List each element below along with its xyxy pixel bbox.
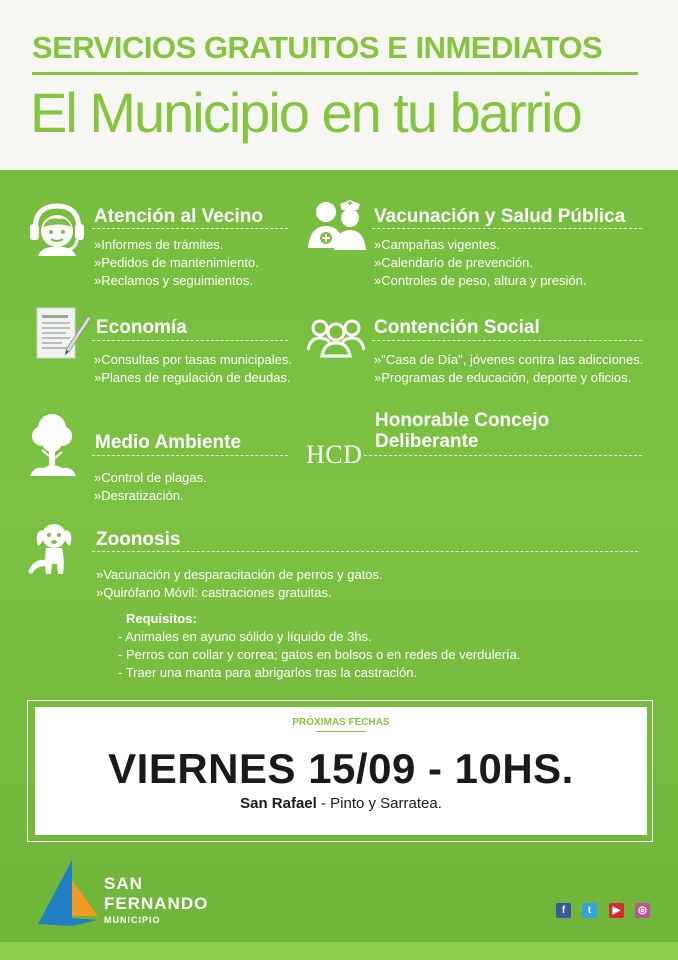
dog-icon (24, 522, 78, 578)
logo-text-municipio: MUNICIPIO (104, 915, 161, 925)
youtube-icon[interactable]: ▶ (609, 903, 624, 918)
section-items-contencion (374, 351, 643, 387)
section-divider (372, 340, 642, 341)
list-item: »Pedidos de mantenimiento. (94, 255, 259, 270)
list-item: »Informes de trámites. (94, 237, 224, 252)
list-item: »Quirófano Móvil: castraciones gratuitas. (96, 585, 332, 600)
next-date-location: San Rafael - Pinto y Sarratea. (240, 795, 442, 812)
tree-icon (28, 410, 78, 480)
list-item: »Calendario de prevención. (374, 255, 533, 270)
header-subtitle: El Municipio en tu barrio (30, 81, 581, 144)
twitter-icon[interactable]: t (582, 903, 597, 918)
section-title-atencion: Atención al Vecino (94, 206, 263, 227)
section-divider (372, 228, 642, 229)
section-title-zoonosis: Zoonosis (96, 529, 181, 550)
list-item: »Planes de regulación de deudas. (94, 370, 291, 385)
list-item: »Desratización. (94, 488, 184, 503)
instagram-icon[interactable]: ◎ (635, 903, 650, 918)
list-item: »Consultas por tasas municipales. (94, 352, 292, 367)
section-title-economia: Economía (96, 317, 187, 338)
section-divider (92, 340, 288, 341)
document-pen-icon (36, 306, 92, 362)
section-title-medio: Medio Ambiente (95, 432, 242, 453)
next-dates-box (35, 707, 647, 835)
requirement-item: - Perros con collar y correa; gatos en bolsos o en redes de verdulería. (118, 647, 521, 662)
next-dates-label: PRÓXIMAS FECHAS (292, 717, 390, 728)
header-title: SERVICIOS GRATUITOS E INMEDIATOS (32, 30, 603, 65)
list-item: »Control de plagas. (94, 470, 207, 485)
san-fernando-logo-icon (36, 858, 100, 928)
requirement-item: - Traer una manta para abrigarlos tras la castración. (118, 665, 418, 680)
list-item: »Controles de peso, altura y presión. (374, 273, 587, 288)
facebook-icon[interactable]: f (556, 903, 571, 918)
list-item: »Programas de educación, deporte y oficios. (374, 370, 632, 385)
section-items-medio (94, 469, 207, 505)
section-items-atencion (94, 236, 259, 290)
section-title-contencion: Contención Social (374, 317, 540, 338)
section-title-hcd: Honorable Concejo Deliberante (375, 410, 550, 452)
header-divider (32, 72, 638, 75)
logo-text-san: SAN (104, 874, 143, 893)
doctor-nurse-icon (306, 198, 368, 254)
requirements-title: Requisitos: (126, 611, 197, 626)
next-dates-underline (316, 731, 366, 732)
section-divider (92, 551, 638, 552)
hcd-badge: HCD (306, 440, 363, 469)
section-divider (92, 228, 288, 229)
logo-text-fernando: FERNANDO (104, 894, 209, 913)
section-items-zoonosis (96, 566, 383, 602)
next-date: VIERNES 15/09 - 10HS. (108, 745, 574, 792)
headset-person-icon (26, 200, 88, 256)
section-divider (92, 455, 288, 456)
bottom-strip (0, 942, 678, 960)
section-items-economia (94, 351, 292, 387)
list-item: »"Casa de Día", jóvenes contra las adicciones. (374, 352, 644, 367)
section-items-vacunacion (374, 236, 586, 290)
people-group-icon (306, 316, 366, 358)
requirement-item: - Animales en ayuno sólido y líquido de 3hs. (118, 629, 372, 644)
section-title-vacunacion: Vacunación y Salud Pública (374, 206, 626, 227)
section-divider (364, 455, 642, 456)
list-item: »Reclamos y seguimientos. (94, 273, 253, 288)
list-item: »Vacunación y desparacitación de perros y gatos. (96, 567, 383, 582)
header (0, 0, 678, 170)
list-item: »Campañas vigentes. (374, 237, 500, 252)
requirements (118, 610, 521, 682)
